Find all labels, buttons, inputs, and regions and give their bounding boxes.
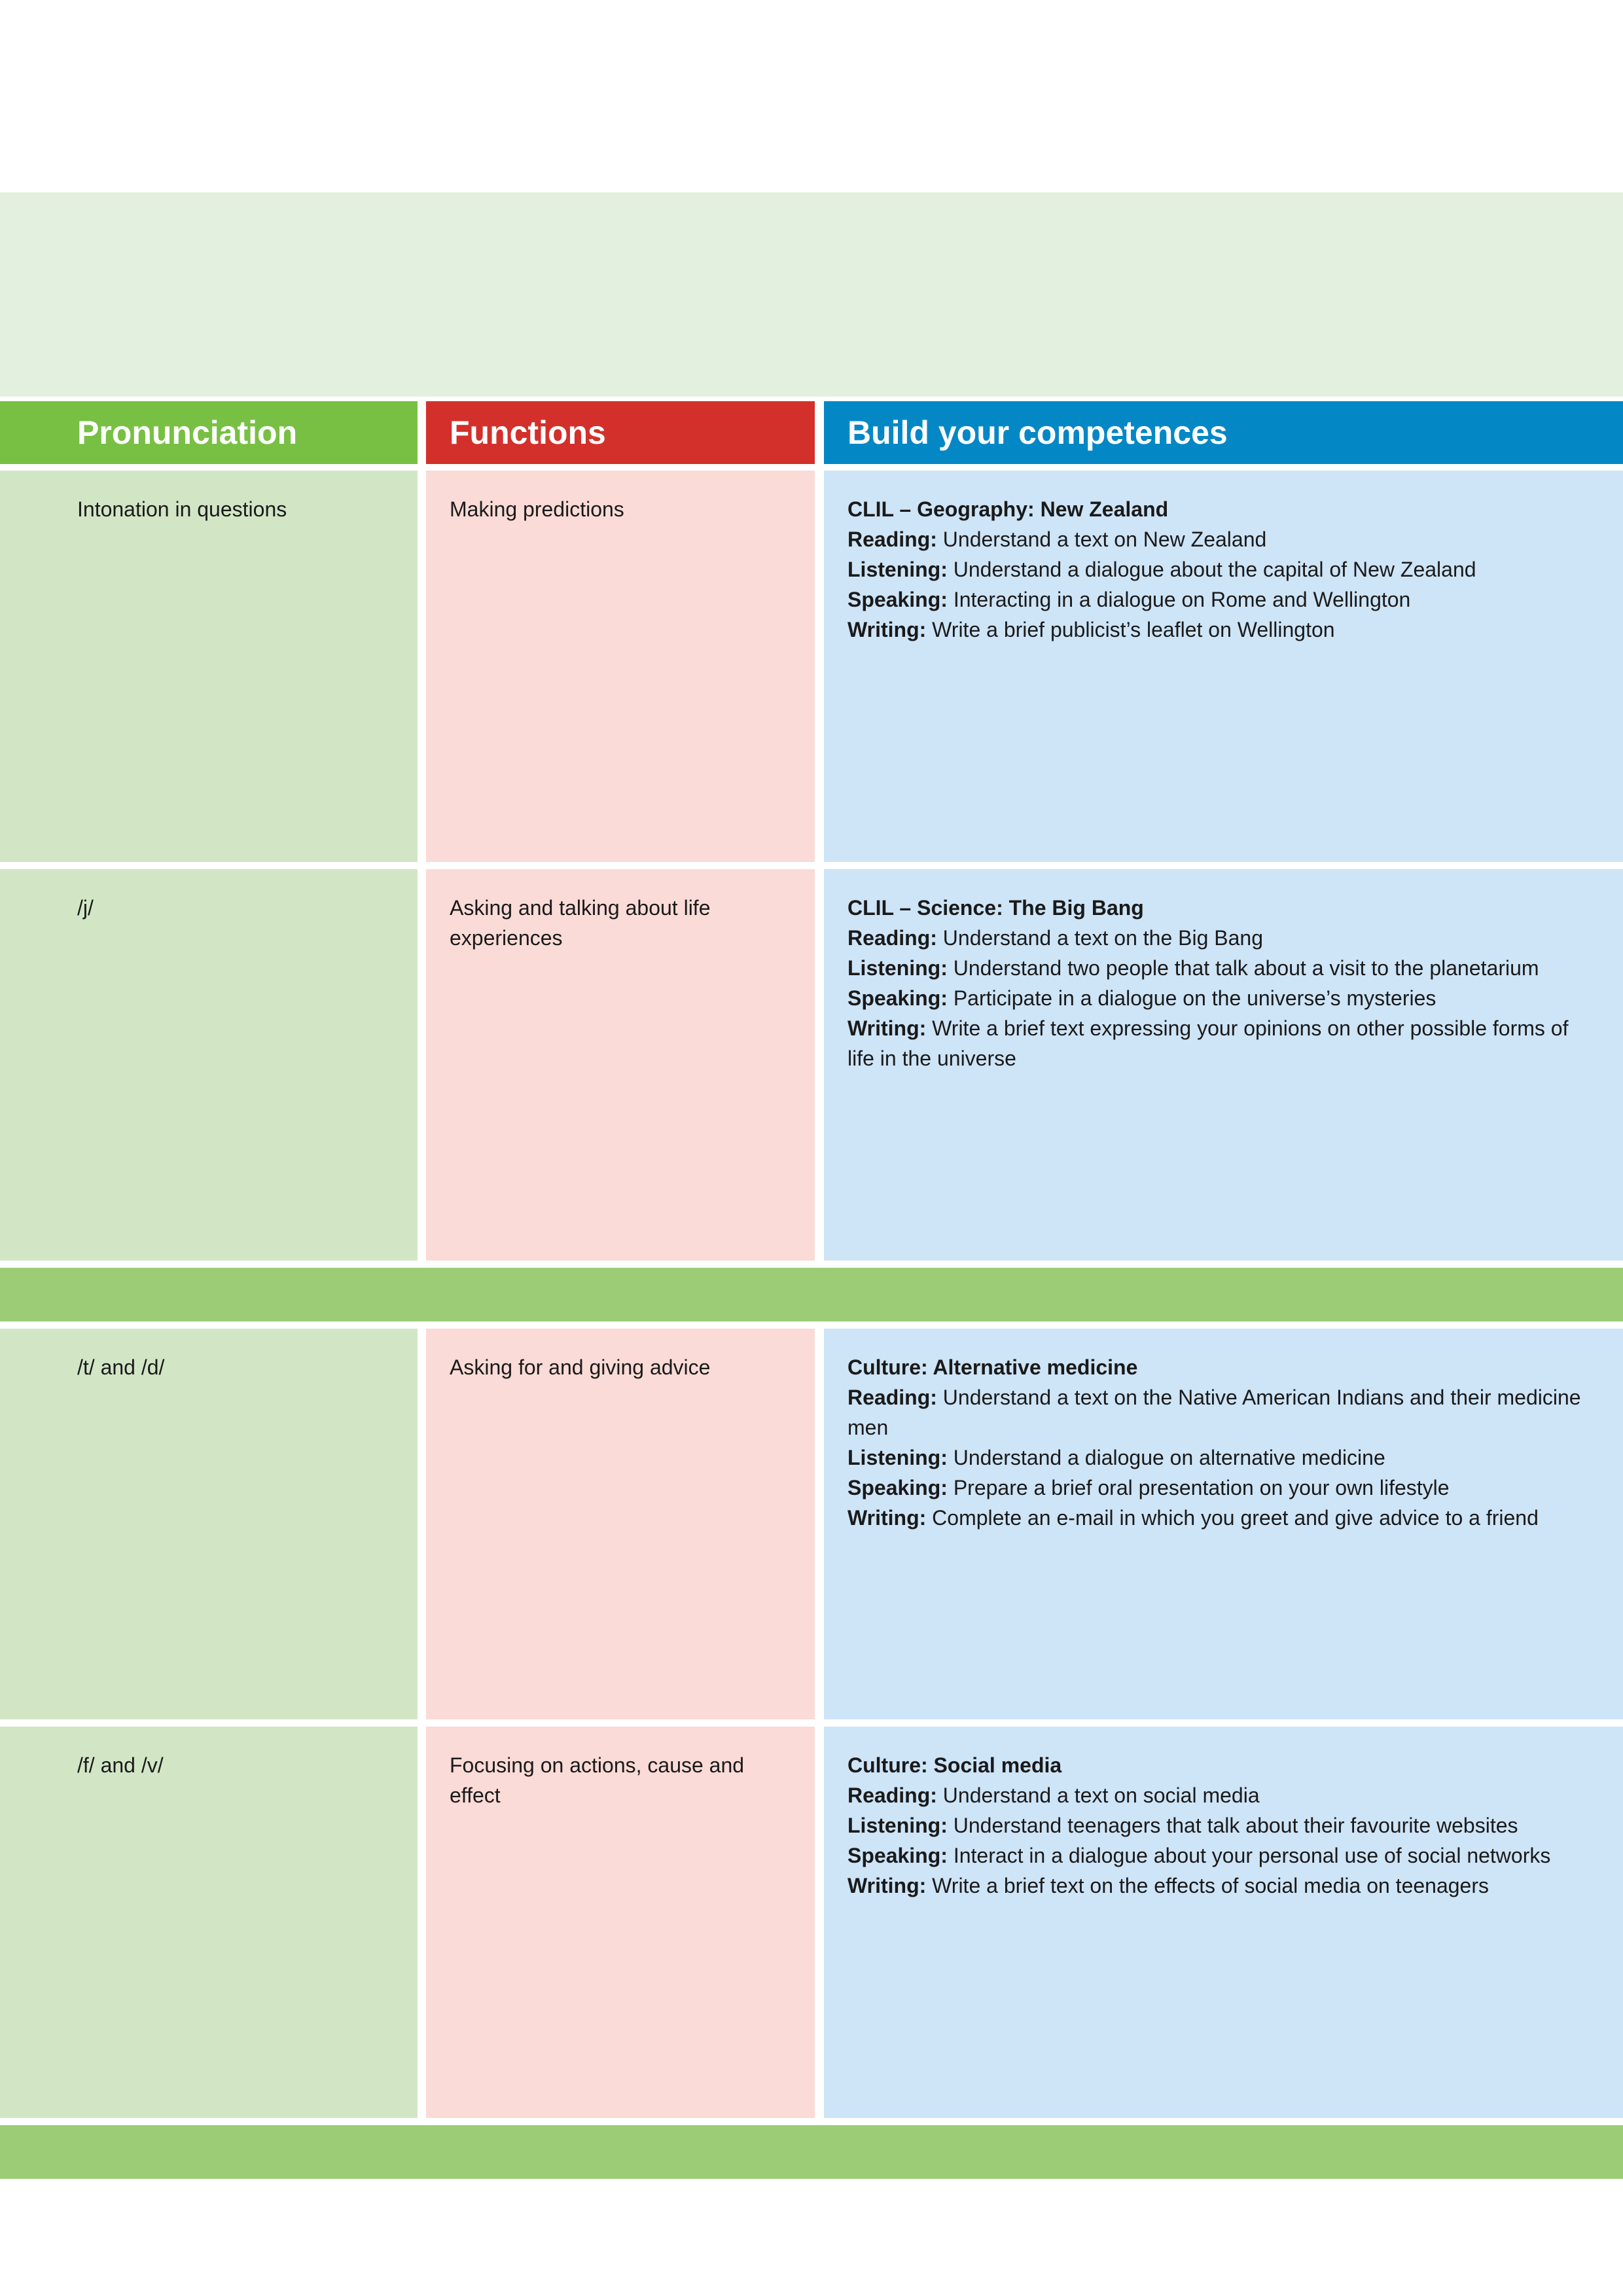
listening-line: Listening: Understand teenagers that talk about their favourite websites bbox=[847, 1814, 1518, 1837]
writing-line: Writing: Write a brief text expressing your opinions on other possible forms of life in the universe bbox=[847, 1016, 1569, 1070]
functions-cell bbox=[426, 1329, 815, 1719]
functions-cell bbox=[426, 1727, 815, 2118]
functions-text: Asking for and giving advice bbox=[450, 1355, 711, 1379]
top-banner bbox=[0, 192, 1623, 397]
functions-text: Focusing on actions, cause and effect bbox=[450, 1753, 745, 1807]
pronunciation-cell bbox=[0, 471, 418, 862]
reading-line: Reading: Understand a text on New Zealand bbox=[847, 528, 1267, 551]
header-competences: Build your competences bbox=[824, 401, 1623, 464]
reading-line: Reading: Understand a text on the Native American Indians and their medicine men bbox=[847, 1386, 1581, 1439]
pronunciation-text: Intonation in questions bbox=[77, 497, 287, 521]
pronunciation-cell bbox=[0, 1329, 418, 1719]
functions-cell bbox=[426, 471, 815, 862]
pronunciation-cell bbox=[0, 869, 418, 1261]
functions-text: Asking and talking about life experiences bbox=[450, 896, 711, 950]
competence-title: Culture: Alternative medicine bbox=[847, 1355, 1138, 1379]
speaking-line: Speaking: Interact in a dialogue about your personal use of social networks bbox=[847, 1844, 1551, 1867]
pronunciation-cell bbox=[0, 1727, 418, 2118]
reading-line: Reading: Understand a text on the Big Bang bbox=[847, 926, 1263, 950]
competences-cell bbox=[824, 1727, 1623, 2118]
functions-cell bbox=[426, 869, 815, 1261]
header-pronunciation: Pronunciation bbox=[0, 401, 418, 464]
competence-title: Culture: Social media bbox=[847, 1753, 1062, 1777]
writing-line: Writing: Complete an e-mail in which you greet and give advice to a friend bbox=[847, 1506, 1539, 1530]
pronunciation-text: /t/ and /d/ bbox=[77, 1355, 165, 1379]
functions-text: Making predictions bbox=[450, 497, 624, 521]
competences-cell bbox=[824, 869, 1623, 1261]
competences-cell bbox=[824, 471, 1623, 862]
speaking-line: Speaking: Interacting in a dialogue on Rome and Wellington bbox=[847, 588, 1411, 611]
speaking-line: Speaking: Prepare a brief oral presentation on your own lifestyle bbox=[847, 1476, 1450, 1499]
listening-line: Listening: Understand a dialogue on alternative medicine bbox=[847, 1446, 1385, 1469]
writing-line: Writing: Write a brief text on the effects of social media on teenagers bbox=[847, 1874, 1489, 1897]
competence-title: CLIL – Science: The Big Bang bbox=[847, 896, 1144, 920]
section-divider bbox=[0, 2125, 1623, 2179]
writing-line: Writing: Write a brief publicist’s leaflet on Wellington bbox=[847, 618, 1335, 641]
reading-line: Reading: Understand a text on social media bbox=[847, 1784, 1260, 1807]
listening-line: Listening: Understand a dialogue about the capital of New Zealand bbox=[847, 558, 1476, 581]
header-functions: Functions bbox=[426, 401, 815, 464]
pronunciation-text: /j/ bbox=[77, 896, 94, 920]
speaking-line: Speaking: Participate in a dialogue on the universe’s mysteries bbox=[847, 986, 1436, 1010]
competences-cell bbox=[824, 1329, 1623, 1719]
section-divider bbox=[0, 1268, 1623, 1321]
pronunciation-text: /f/ and /v/ bbox=[77, 1753, 164, 1777]
listening-line: Listening: Understand two people that talk about a visit to the planetarium bbox=[847, 956, 1539, 980]
competence-title: CLIL – Geography: New Zealand bbox=[847, 497, 1169, 521]
